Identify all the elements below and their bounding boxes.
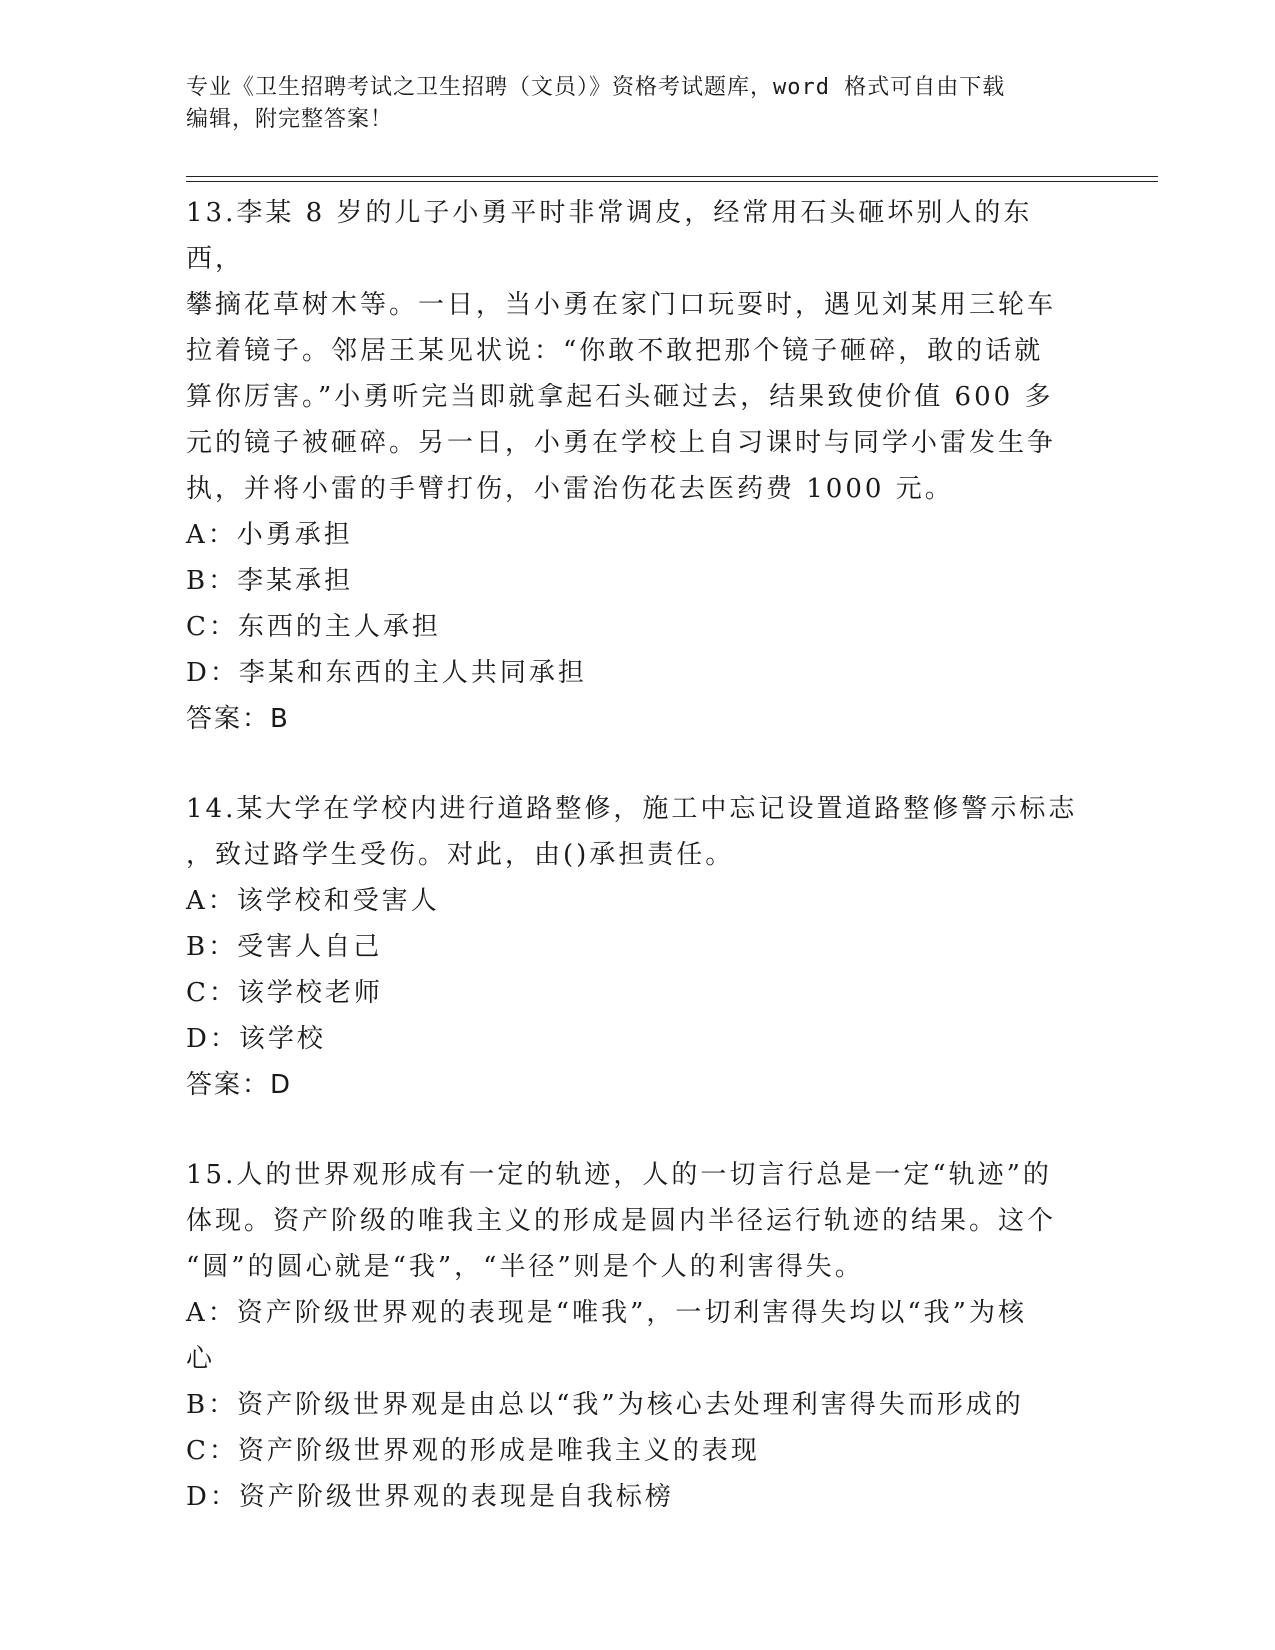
question-15-option-a-continued: 心 [186, 1344, 216, 1374]
question-list [186, 190, 1086, 1520]
question-14 [186, 786, 1086, 1108]
question-14-line-1: 14.某大学在学校内进行道路整修，施工中忘记设置道路整修警示标志 [186, 794, 1078, 824]
question-15-option-b: B：资产阶级世界观是由总以“我”为核心去处理利害得失而形成的 [186, 1390, 1024, 1420]
question-15-option-c: C：资产阶级世界观的形成是唯我主义的表现 [186, 1436, 760, 1466]
header-divider-bottom [186, 181, 1158, 182]
question-13-line-1: 13.李某 8 岁的儿子小勇平时非常调皮，经常用石头砸坏别人的东西， [186, 198, 1033, 274]
header-line-1: 专业《卫生招聘考试之卫生招聘（文员）》资格考试题库，word 格式可自由下载 [186, 75, 1006, 100]
question-15-option-a: A：资产阶级世界观的表现是“唯我”，一切利害得失均以“我”为核 [186, 1298, 1027, 1328]
question-13-line-2: 攀摘花草树木等。一日，当小勇在家门口玩耍时，遇见刘某用三轮车 [186, 290, 1057, 320]
question-13-option-a: A：小勇承担 [186, 520, 353, 550]
document-header [186, 72, 1086, 136]
question-13-line-5: 元的镜子被砸碎。另一日，小勇在学校上自习课时与同学小雷发生争 [186, 428, 1057, 458]
question-15-line-1: 15.人的世界观形成有一定的轨迹，人的一切言行总是一定“轨迹”的 [186, 1160, 1052, 1190]
question-14-line-2: ，致过路学生受伤。对此，由()承担责任。 [186, 840, 735, 870]
question-15-option-d: D：资产阶级世界观的表现是自我标榜 [186, 1482, 674, 1512]
question-14-option-b: B：受害人自己 [186, 932, 383, 962]
question-14-option-d: D：该学校 [186, 1024, 326, 1054]
question-13-option-b: B：李某承担 [186, 566, 354, 596]
question-13-option-c: C：东西的主人承担 [186, 612, 441, 642]
header-line-2: 编辑，附完整答案！ [186, 107, 394, 132]
question-13-option-d: D：李某和东西的主人共同承担 [186, 658, 587, 688]
question-13 [186, 190, 1086, 742]
question-15-line-3: “圆”的圆心就是“我”，“半径”则是个人的利害得失。 [186, 1252, 864, 1282]
question-13-line-6: 执，并将小雷的手臂打伤，小雷治伤花去医药费 1000 元。 [186, 474, 954, 504]
question-14-option-c: C：该学校老师 [186, 978, 383, 1008]
question-14-answer: 答案：D [186, 1070, 293, 1100]
question-13-answer: 答案：B [186, 704, 290, 734]
question-spacer [186, 1108, 1086, 1152]
question-spacer [186, 742, 1086, 786]
header-divider-top [186, 176, 1158, 177]
question-15-line-2: 体现。资产阶级的唯我主义的形成是圆内半径运行轨迹的结果。这个 [186, 1206, 1057, 1236]
question-13-line-4: 算你厉害。”小勇听完当即就拿起石头砸过去，结果致使价值 600 多 [186, 382, 1054, 412]
question-14-option-a: A：该学校和受害人 [186, 886, 440, 916]
question-13-line-3: 拉着镜子。邻居王某见状说：“你敢不敢把那个镜子砸碎，敢的话就 [186, 336, 1044, 366]
question-15 [186, 1152, 1086, 1520]
